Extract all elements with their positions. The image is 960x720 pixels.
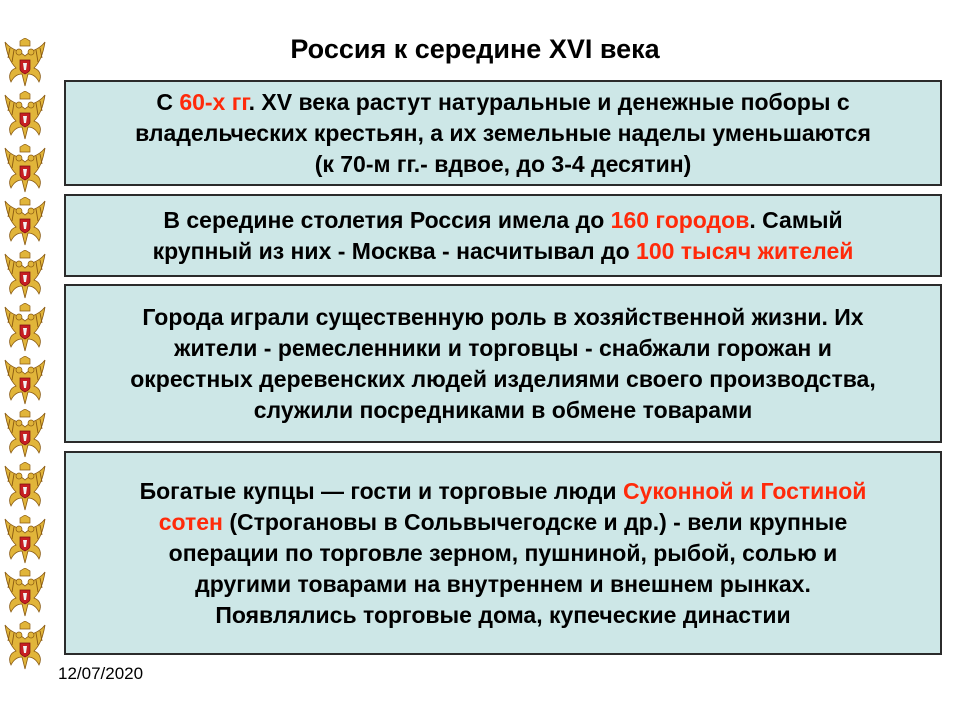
box-4-line-4: другими товарами на внутреннем и внешнем рынках.	[195, 570, 811, 597]
coat-of-arms-icon	[2, 409, 48, 461]
box-4-highlight-1: Суконной и Гостиной	[622, 477, 867, 504]
text-box-1	[64, 80, 942, 186]
slide-date: 12/07/2020	[58, 664, 144, 683]
box-4-line-1a: Богатые купцы — гости и торговые люди	[139, 477, 623, 504]
coat-of-arms-icon	[2, 303, 48, 355]
box-3-line-3: окрестных деревенских людей изделиями своего производства,	[130, 365, 876, 392]
box-4-line-2b: (Строгановы в Сольвычегодске и др.) - вели крупные	[222, 508, 848, 535]
box-1-line-1a: С	[156, 88, 180, 115]
box-3-line-1: Города играли существенную роль в хозяйственной жизни. Их	[142, 303, 864, 330]
coat-of-arms-icon	[2, 356, 48, 408]
box-1-highlight: 60-х гг	[179, 88, 249, 115]
box-1-line-3: (к 70-м гг.- вдвое, до 3-4 десятин)	[314, 150, 692, 177]
box-2-highlight-residents: 100 тысяч жителей	[636, 237, 854, 264]
coat-of-arms-icon	[2, 197, 48, 249]
text-box-3	[64, 284, 942, 443]
coat-of-arms-icon	[2, 621, 48, 673]
box-4-line-5: Появлялись торговые дома, купеческие династии	[215, 601, 791, 628]
box-3-text	[130, 302, 876, 426]
text-box-2	[64, 194, 942, 277]
slide-title: Россия к середине XVI века	[290, 34, 660, 64]
text-box-4	[64, 451, 942, 655]
coat-of-arms-icon	[2, 144, 48, 196]
coat-of-arms-icon	[2, 250, 48, 302]
coat-of-arms-icon	[2, 462, 48, 514]
coat-of-arms-strip	[0, 38, 52, 678]
box-2-text	[153, 205, 854, 267]
box-2-highlight-cities: 160 городов	[610, 206, 750, 233]
box-4-line-3: операции по торговле зерном, пушниной, рыбой, солью и	[168, 539, 838, 566]
box-3-line-2: жители - ремесленники и торговцы - снабжали горожан и	[174, 334, 832, 361]
box-4-highlight-2: сотен	[158, 508, 223, 535]
box-2-line-2a: крупный из них - Москва - насчитывал до	[152, 237, 637, 264]
coat-of-arms-icon	[2, 568, 48, 620]
coat-of-arms-icon	[2, 91, 48, 143]
coat-of-arms-icon	[2, 515, 48, 567]
box-1-line-2: владельческих крестьян, а их земельные наделы уменьшаются	[135, 119, 871, 146]
box-2-line-1b: . Самый	[749, 206, 843, 233]
box-1-text	[135, 87, 871, 180]
box-3-line-4: служили посредниками в обмене товарами	[253, 396, 753, 423]
box-1-line-1b: . XV века растут натуральные и денежные поборы с	[248, 88, 850, 115]
box-2-line-1a: В середине столетия Россия имела до	[163, 206, 611, 233]
box-4-text	[140, 476, 867, 631]
